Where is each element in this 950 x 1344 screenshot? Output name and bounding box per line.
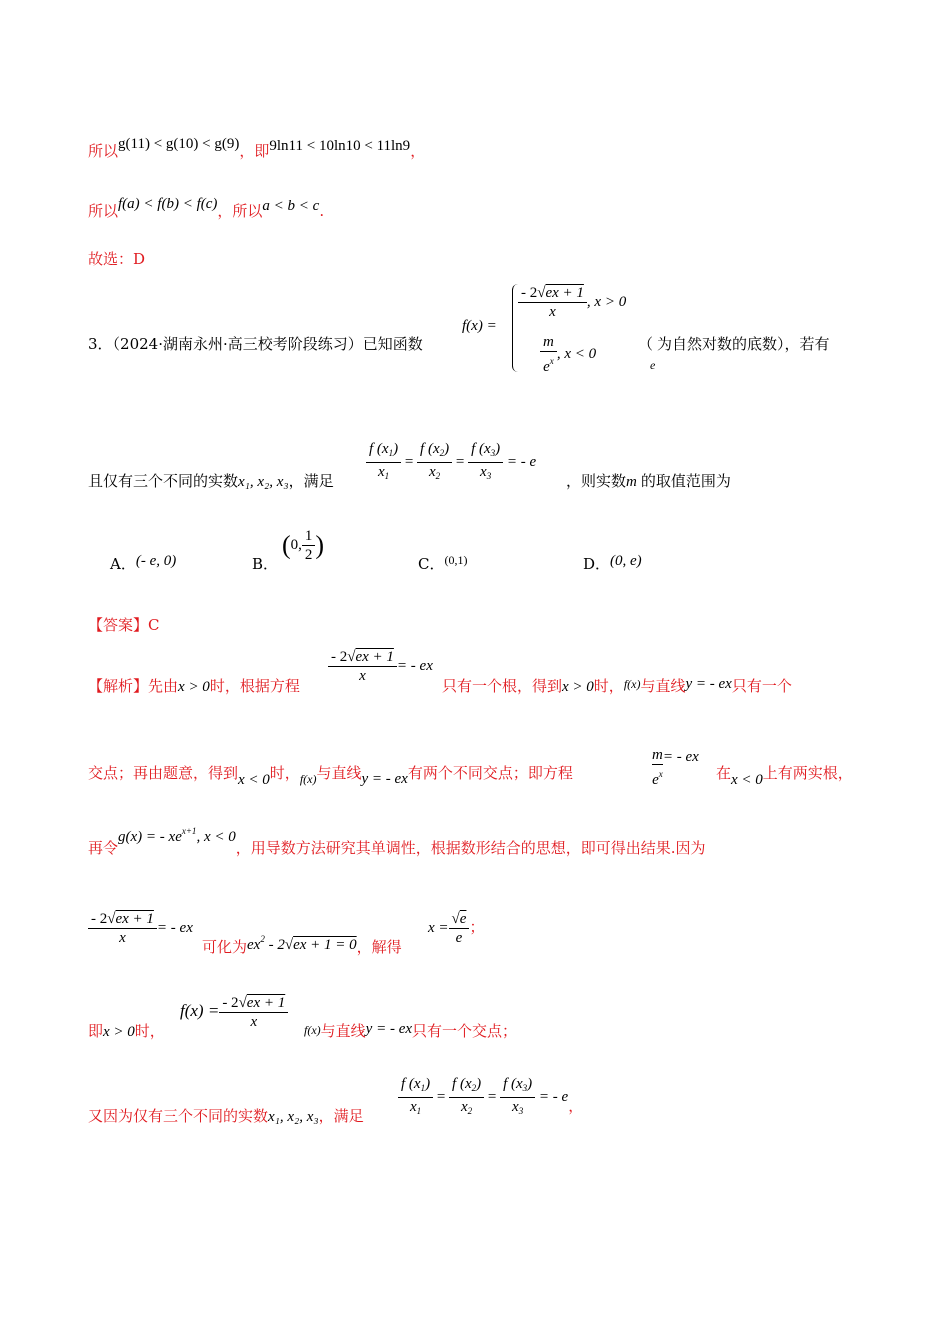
option-b-value: (0, $\frac{1}{2}$ ) <box>282 528 325 563</box>
analysis-p5-c: 与直线 <box>320 1022 366 1040</box>
line1-suffix: ， <box>410 142 426 160</box>
question-stem-line-2-tail <box>566 470 731 491</box>
analysis-m-equation <box>652 746 699 789</box>
analysis-g-cond: , x < 0 <box>196 829 236 845</box>
analysis-line-4 <box>202 936 402 957</box>
line1-math2: 9ln11 < 10ln10 < 11ln9 <box>269 138 411 154</box>
analysis-fx-small: f(x) <box>623 677 641 691</box>
analysis-line-5 <box>88 1020 165 1041</box>
option-a[interactable] <box>110 553 176 574</box>
analysis-p2-c: 与直线 <box>316 764 362 782</box>
question-line2-a: 且仅有三个不同的实数 <box>88 472 239 490</box>
analysis-m-num: m <box>652 747 663 763</box>
analysis-p1-e: 与直线 <box>640 677 686 695</box>
analysis-quad-sup: 2 <box>260 934 265 944</box>
option-d-label: D． <box>583 555 611 573</box>
line2-math2: a < b < c <box>262 198 320 214</box>
analysis-cond-neg-2: x < 0 <box>731 772 763 788</box>
analysis-line-eq-3: y = - ex <box>365 1021 413 1037</box>
analysis-quad: $ex^2 - 2√ex + 1 = 0$ <box>247 934 357 953</box>
line2-prefix: 所以 <box>88 202 119 220</box>
analysis-p5-b: 时， <box>134 1022 165 1040</box>
question-stem-a: 已知函数 <box>362 335 423 353</box>
analysis-root: x = $\frac{√e}{e}$ ； <box>428 911 485 946</box>
analysis-p1-b: 时，根据方程 <box>209 677 300 695</box>
analysis-p2-e: 在 <box>716 764 732 782</box>
analysis-line-5-tail <box>304 1020 517 1041</box>
question-source: （2024·湖南永州·高三校考阶段练习） <box>112 335 363 353</box>
analysis-m-den: e <box>652 772 659 788</box>
analysis-quad-b: - 2 <box>268 937 285 953</box>
analysis-g-def-base: g(x) = - xe <box>118 829 182 845</box>
analysis-p1-c: 只有一个根，得到 <box>442 677 563 695</box>
analysis-cond-pos-2: x > 0 <box>562 679 594 695</box>
analysis-frac-den-3: x <box>250 1014 258 1030</box>
analysis-p2-f: 上有两实根， <box>762 764 853 782</box>
question-stem-line-2 <box>88 470 334 491</box>
line2-math1: f(a) < f(b) < f(c) <box>118 196 218 212</box>
option-b[interactable] <box>252 553 278 574</box>
option-b-label: B． <box>252 555 279 573</box>
analysis-eq-ex-2: = - ex <box>662 748 699 765</box>
analysis-cond-pos-3: x > 0 <box>103 1024 135 1040</box>
analysis-p2-b: 时， <box>269 764 300 782</box>
m-var: m <box>626 474 637 490</box>
question-ratio-equation: $\frac{f (x_1)}{x_1}$ = $\frac{f (x_2)}{x_2}$ = $\frac{f (x_3)}{x_3}$ = - e <box>366 440 536 485</box>
paren-open: （ <box>638 335 654 353</box>
option-c-label: C． <box>418 555 445 573</box>
analysis-p3-a: 再令 <box>88 839 119 857</box>
question-vars: x₁, x₂, x₃ <box>238 474 289 490</box>
analysis-p5-d: 只有一个交点； <box>412 1022 518 1040</box>
analysis-frac-den: x <box>359 668 366 684</box>
analysis-frac-num-a: - 2 <box>331 649 348 665</box>
line1-math1: g(11) < g(10) < g(9) <box>118 136 240 152</box>
question-line2-c: ，则实数 <box>566 472 627 490</box>
analysis-p6-a: 又因为仅有三个不同的实数 <box>88 1107 269 1125</box>
analysis-frac-den-2: x <box>119 930 126 946</box>
text-line-2 <box>88 196 325 221</box>
analysis-fx-small-3: f(x) <box>304 1023 321 1037</box>
analysis-root-den: e <box>455 930 463 946</box>
line1-mid: ，即 <box>239 142 270 160</box>
analysis-p1-a: 先由 <box>148 677 179 695</box>
option-c-value: (0,1) <box>444 553 468 567</box>
analysis-equation-2: $\frac{- 2√ex + 1}{x}$ = - ex <box>88 910 193 947</box>
analysis-line-eq: y = - ex <box>685 676 732 692</box>
analysis-fx-def: f(x) = $\frac{- 2√ex + 1}{x}$ <box>180 994 288 1031</box>
analysis-p6-c: ， <box>568 1098 584 1115</box>
analysis-root-num: e <box>459 911 467 927</box>
case1-den: x <box>549 304 556 320</box>
analysis-equation-1: $\frac{- 2√ex + 1}{x}$ = - ex <box>328 648 433 685</box>
analysis-line-1-tail <box>442 675 792 696</box>
case2-den-sup: x <box>549 356 554 366</box>
analysis-p4-a: 可化为 <box>202 938 248 956</box>
question-eq-tail: = - e <box>506 453 537 470</box>
case1-num-a: - 2 <box>521 285 538 301</box>
analysis-p5-a: 即 <box>88 1022 104 1040</box>
analysis-ratio-equation: $\frac{f (x_1)}{x_1}$ = $\frac{f (x_2)}{x_2}$ = $\frac{f (x_3)}{x_3}$ = - e， <box>398 1075 583 1120</box>
option-b-value-a: 0, <box>290 536 302 553</box>
analysis-p4-b: ，解得 <box>356 938 402 956</box>
analysis-eq-tail: = - e <box>538 1088 569 1105</box>
analysis-g-sup: x+1 <box>181 826 197 836</box>
analysis-line-1 <box>88 675 300 696</box>
analysis-line-3 <box>88 826 706 858</box>
option-d[interactable] <box>583 553 642 574</box>
analysis-quad-c: ex + 1 = 0 <box>293 937 357 953</box>
analysis-label: 【解析】 <box>88 677 149 695</box>
option-a-value: (- e, 0) <box>135 553 177 569</box>
choice-line: 故选：D <box>88 250 146 268</box>
analysis-eq-ex: = - ex <box>396 657 433 674</box>
analysis-line-eq-2: y = - ex <box>361 771 408 787</box>
option-b-den: 2 <box>304 547 313 563</box>
text-line-1 <box>88 136 426 161</box>
analysis-eq-ex-3: = - ex <box>156 919 193 936</box>
fx-label: f(x) = <box>462 318 497 334</box>
analysis-cond-neg: x < 0 <box>238 772 270 788</box>
case2-num: m <box>540 333 557 352</box>
option-c[interactable] <box>418 553 467 574</box>
case2-den: e <box>543 359 550 375</box>
analysis-line-2 <box>88 762 573 788</box>
question-stem-line-1 <box>88 333 423 354</box>
case1-cond: , x > 0 <box>586 293 627 310</box>
case2-cond: , x < 0 <box>556 345 597 362</box>
analysis-fx-small-2: f(x) <box>299 772 317 786</box>
analysis-quad-a: ex <box>247 937 261 953</box>
analysis-frac-num-b: ex + 1 <box>355 649 394 665</box>
analysis-p3-b: ，用导数方法研究其单调性，根据数形结合的思想，即可得出结果.因为 <box>235 839 706 857</box>
analysis-fx-def-label: f(x) = <box>180 1000 220 1020</box>
answer-label: 【答案】 <box>88 616 149 634</box>
analysis-g-def <box>118 826 236 845</box>
analysis-p2-a: 交点；再由题意，得到 <box>88 764 239 782</box>
question-stem-tail <box>638 333 830 354</box>
analysis-frac-num-a-2: - 2 <box>91 911 108 927</box>
question-line2-d: 的取值范围为 <box>640 472 731 490</box>
question-number: 3． <box>88 335 113 353</box>
option-d-value: (0, e) <box>610 553 642 569</box>
line1-prefix: 所以 <box>88 142 119 160</box>
analysis-cond-pos: x > 0 <box>178 679 210 695</box>
option-a-label: A． <box>110 555 136 573</box>
question-line2-b: ，满足 <box>288 472 334 490</box>
analysis-frac-num-b-3: ex + 1 <box>246 995 286 1011</box>
piecewise-case-1: $\frac{- 2√ex + 1}{x}$ , x > 0 <box>518 284 626 321</box>
analysis-line-2-tail <box>716 762 853 788</box>
analysis-p6-b: ，满足 <box>318 1107 364 1125</box>
analysis-frac-num-b-2: ex + 1 <box>115 911 154 927</box>
answer-value: C <box>148 616 160 634</box>
analysis-p2-d: 有两个不同交点；即方程 <box>407 764 573 782</box>
analysis-frac-num-a-3: - 2 <box>222 995 239 1011</box>
analysis-p4-c: ； <box>469 919 485 936</box>
line2-suffix: . <box>319 202 325 220</box>
answer-line <box>88 614 160 635</box>
analysis-p1-f: 只有一个 <box>731 677 792 695</box>
piecewise-case-2 <box>540 333 596 376</box>
analysis-p1-d: 时， <box>593 677 624 695</box>
e-note: e <box>650 358 656 372</box>
question-stem-b: 为自然对数的底数），若有 <box>657 335 830 353</box>
analysis-line-6 <box>88 1105 364 1126</box>
case1-num-b: ex + 1 <box>545 285 584 301</box>
line2-mid: ，所以 <box>217 202 263 220</box>
analysis-vars: x₁, x₂, x₃ <box>268 1109 319 1125</box>
option-b-num: 1 <box>302 527 316 546</box>
analysis-m-den-sup: x <box>658 769 663 779</box>
analysis-x-eq: x = <box>428 919 449 936</box>
